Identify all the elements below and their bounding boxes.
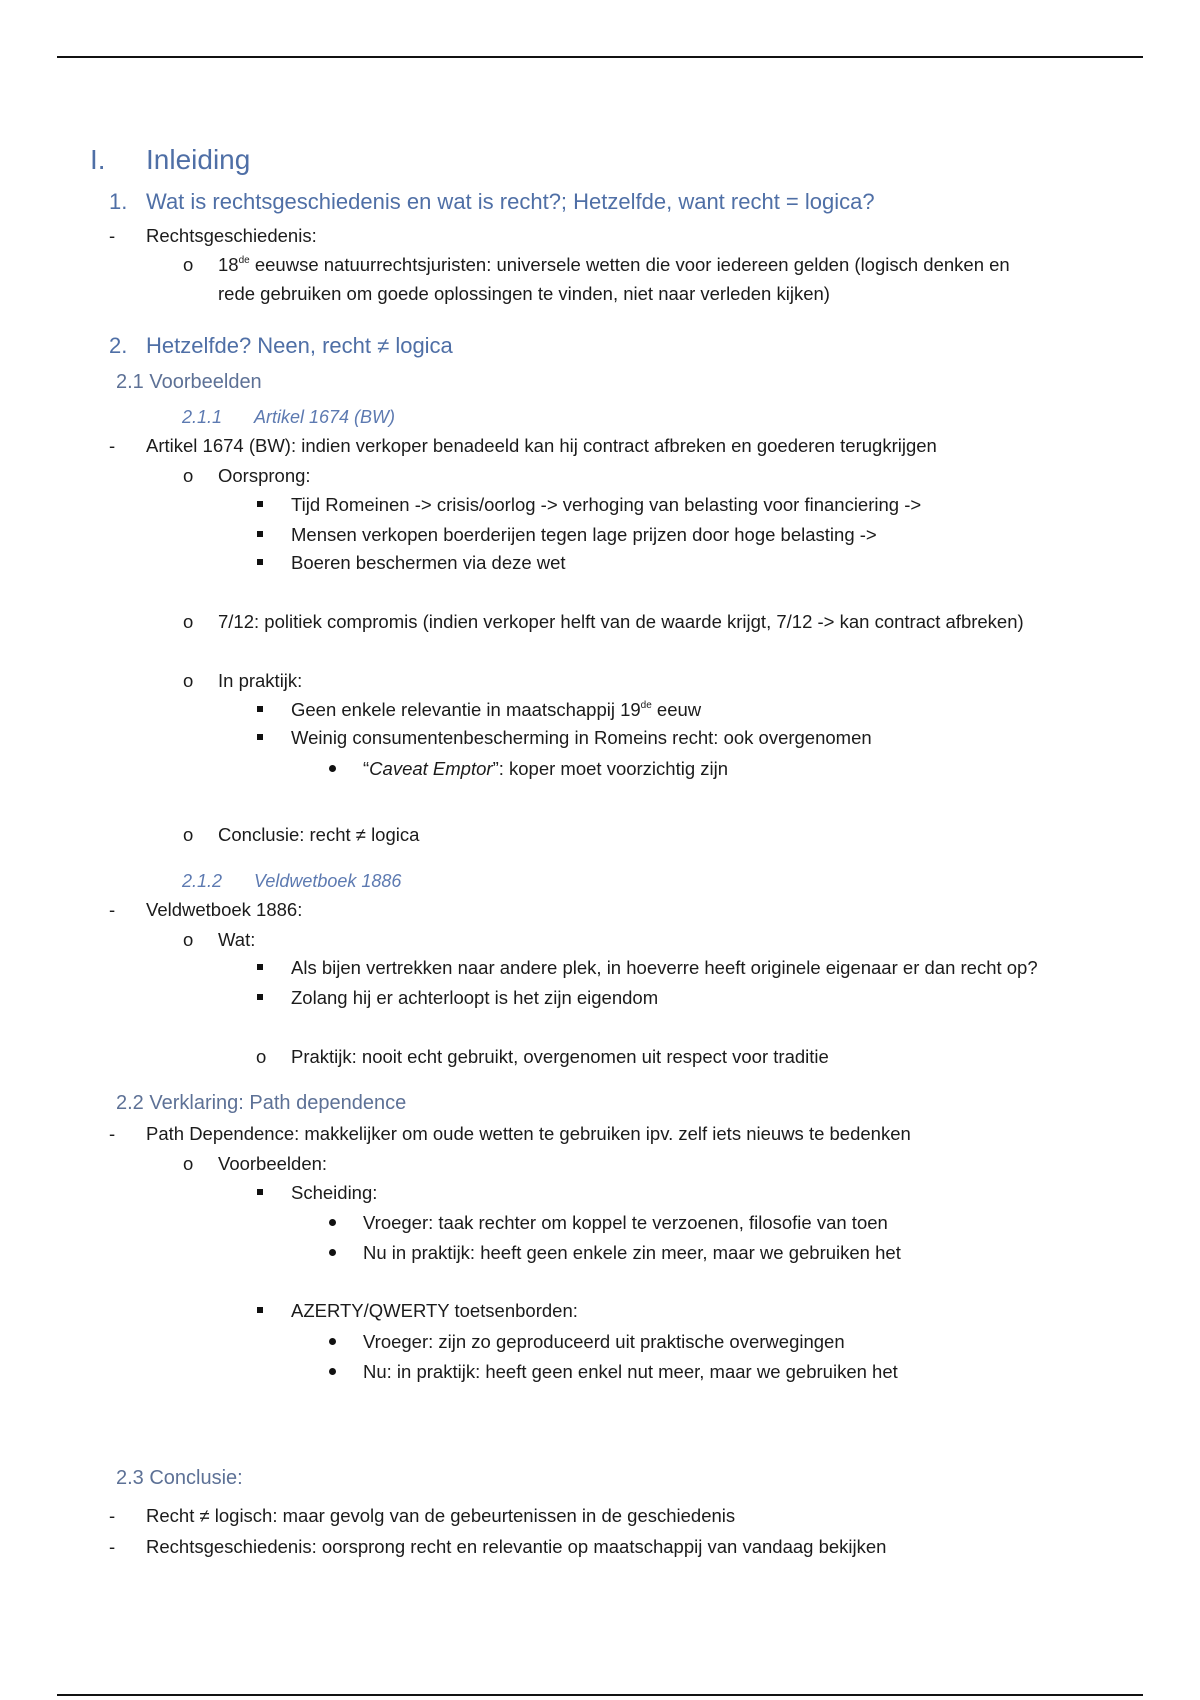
square-bullet: [257, 1307, 263, 1313]
list-item: Praktijk: nooit echt gebruikt, overgenomen uit respect voor traditie: [291, 1046, 829, 1067]
square-bullet: [257, 706, 263, 712]
dash-bullet: -: [109, 225, 116, 246]
chapter-number: I.: [90, 144, 106, 175]
list-item: Nu: in praktijk: heeft geen enkel nut meer, maar we gebruiken het: [363, 1361, 898, 1382]
list-item: Tijd Romeinen -> crisis/oorlog -> verhoging van belasting voor financiering ->: [291, 494, 922, 515]
list-item: Rechtsgeschiedenis:: [146, 225, 317, 246]
square-bullet: [257, 994, 263, 1000]
list-item: In praktijk:: [218, 670, 303, 691]
section-2-number: 2.: [109, 333, 128, 358]
section-2-title: Hetzelfde? Neen, recht ≠ logica: [146, 333, 453, 358]
list-item: Wat:: [218, 929, 256, 950]
list-item: Scheiding:: [291, 1182, 378, 1203]
circle-bullet: o: [183, 611, 194, 632]
list-item: 18de eeuwse natuurrechtsjuristen: universele wetten die voor iedereen gelden (logisch denken en: [218, 254, 1010, 275]
square-bullet: [257, 559, 263, 565]
list-item: Vroeger: taak rechter om koppel te verzoenen, filosofie van toen: [363, 1212, 888, 1233]
square-bullet: [257, 964, 263, 970]
circle-bullet: o: [183, 1153, 194, 1174]
dash-bullet: -: [109, 899, 116, 920]
subsubsection-2-1-1-title: Artikel 1674 (BW): [254, 407, 396, 427]
round-bullet: [329, 1219, 336, 1226]
circle-bullet: o: [256, 1046, 267, 1067]
circle-bullet: o: [183, 929, 194, 950]
dash-bullet: -: [109, 1505, 116, 1526]
circle-bullet: o: [183, 670, 194, 691]
subsubsection-2-1-2-number: 2.1.2: [182, 871, 223, 891]
square-bullet: [257, 501, 263, 507]
section-1-title: Wat is rechtsgeschiedenis en wat is recht?; Hetzelfde, want recht = logica?: [146, 189, 875, 214]
subsection-2-3-title: 2.3 Conclusie:: [116, 1467, 243, 1489]
square-bullet: [257, 734, 263, 740]
list-item: Veldwetboek 1886:: [146, 899, 303, 920]
list-item: Mensen verkopen boerderijen tegen lage prijzen door hoge belasting ->: [291, 524, 877, 545]
list-item: Geen enkele relevantie in maatschappij 19de eeuw: [291, 699, 702, 720]
list-item: Artikel 1674 (BW): indien verkoper benadeeld kan hij contract afbreken en goederen terugkrijgen: [146, 435, 937, 456]
section-1-number: 1.: [109, 189, 128, 214]
list-item: Zolang hij er achterloopt is het zijn eigendom: [291, 987, 659, 1008]
subsection-2-1-title: 2.1 Voorbeelden: [116, 371, 262, 393]
subsection-2-2-title: 2.2 Verklaring: Path dependence: [116, 1092, 407, 1114]
subsubsection-2-1-2-title: Veldwetboek 1886: [254, 871, 402, 891]
square-bullet: [257, 1189, 263, 1195]
list-item: Recht ≠ logisch: maar gevolg van de gebeurtenissen in de geschiedenis: [146, 1505, 736, 1526]
header-rule: [57, 56, 1143, 58]
footer-rule: [57, 1694, 1143, 1696]
list-item: Als bijen vertrekken naar andere plek, in hoeverre heeft originele eigenaar er dan recht op?: [291, 957, 1038, 978]
dash-bullet: -: [109, 1123, 116, 1144]
list-item: Oorsprong:: [218, 465, 311, 486]
list-item: Vroeger: zijn zo geproduceerd uit praktische overwegingen: [363, 1331, 845, 1352]
round-bullet: [329, 765, 336, 772]
dash-bullet: -: [109, 435, 116, 456]
round-bullet: [329, 1249, 336, 1256]
list-item: Conclusie: recht ≠ logica: [218, 824, 420, 845]
list-item: Rechtsgeschiedenis: oorsprong recht en relevantie op maatschappij van vandaag bekijken: [146, 1536, 887, 1557]
list-item-continuation: rede gebruiken om goede oplossingen te vinden, niet naar verleden kijken): [218, 283, 830, 304]
list-item: Path Dependence: makkelijker om oude wetten te gebruiken ipv. zelf iets nieuws te bedenken: [146, 1123, 911, 1144]
subsubsection-2-1-1-number: 2.1.1: [182, 407, 223, 427]
circle-bullet: o: [183, 465, 194, 486]
round-bullet: [329, 1338, 336, 1345]
list-item: AZERTY/QWERTY toetsenborden:: [291, 1300, 578, 1321]
list-item: Weinig consumentenbescherming in Romeins recht: ook overgenomen: [291, 727, 872, 748]
circle-bullet: o: [183, 824, 194, 845]
list-item: Boeren beschermen via deze wet: [291, 552, 566, 573]
circle-bullet: o: [183, 254, 194, 275]
list-item: Nu in praktijk: heeft geen enkele zin meer, maar we gebruiken het: [363, 1242, 901, 1263]
chapter-title: Inleiding: [146, 144, 251, 175]
list-item: “Caveat Emptor”: koper moet voorzichtig zijn: [363, 758, 729, 779]
list-item: Voorbeelden:: [218, 1153, 328, 1174]
square-bullet: [257, 531, 263, 537]
dash-bullet: -: [109, 1536, 116, 1557]
list-item: 7/12: politiek compromis (indien verkoper helft van de waarde krijgt, 7/12 -> kan contract afbreken): [218, 611, 1024, 632]
round-bullet: [329, 1368, 336, 1375]
